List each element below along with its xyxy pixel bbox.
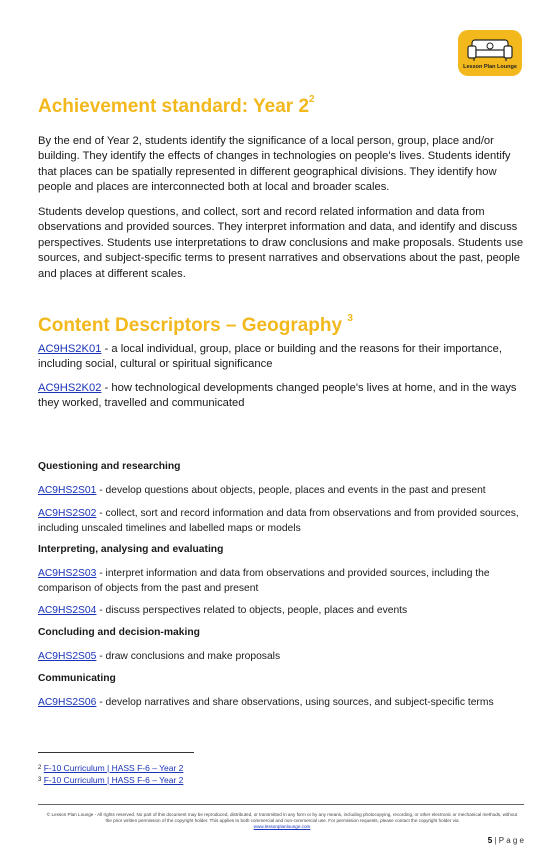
achievement-heading-text: Achievement standard: Year 2 <box>38 96 310 117</box>
footnote-number: 2 <box>38 765 42 771</box>
skill-item <box>38 604 524 619</box>
skill-item <box>38 696 524 711</box>
descriptor-code-link[interactable]: AC9HS2K02 <box>38 382 102 394</box>
descriptor-text: - how technological developments changed people's lives at home, and in the ways they worked, travelled and communicated <box>38 382 517 410</box>
content-descriptors-heading <box>38 315 353 337</box>
footnote-link[interactable]: F-10 Curriculum | HASS F-6 – Year 2 <box>43 763 184 773</box>
achievement-paragraph-1: By the end of Year 2, students identify the significance of a local person, group, place and/or building. They identify the effects of changes in technologies on people's lives. Students identify that places can be spatially represented in different geographical divisions. They identify how people and places are interconnected both at local and broader scales. <box>38 135 511 194</box>
footnote-number: 3 <box>38 777 42 783</box>
skills-heading-communicating: Communicating <box>38 673 116 684</box>
achievement-footnote-ref[interactable]: 2 <box>309 94 315 105</box>
copyright-notice <box>44 812 520 830</box>
skill-item <box>38 507 524 536</box>
skill-text: - interpret information and data from observations and provided sources, including the comparison of objects from the past and present <box>38 568 490 594</box>
content-descriptor-item <box>38 381 524 412</box>
website-link[interactable]: www.lessonplanlounge.com <box>253 824 311 829</box>
page-number: 5 | P a g e <box>487 836 524 845</box>
descriptor-text: - a local individual, group, place or building and the reasons for their importance, including social, cultural or spiritual significance <box>38 343 502 371</box>
skill-item <box>38 567 524 596</box>
footnote <box>38 775 183 786</box>
footnote-link[interactable]: F-10 Curriculum | HASS F-6 – Year 2 <box>43 775 184 785</box>
skill-text: - develop narratives and share observations, using sources, and subject-specific terms <box>96 697 494 708</box>
descriptor-code-link[interactable]: AC9HS2K01 <box>38 343 102 355</box>
footer-divider <box>38 804 524 805</box>
skill-code-link[interactable]: AC9HS2S03 <box>38 568 97 579</box>
skill-text: - draw conclusions and make proposals <box>96 651 281 662</box>
skills-heading-questioning: Questioning and researching <box>38 461 181 472</box>
achievement-paragraph-2: Students develop questions, and collect, sort and record related information and data from observations and provided sources. They interpret information and data, and identify and discuss perspectives. Students use interpretations to draw conclusions and make proposals. Students use sources, and subject-specific terms to present narratives and observations about the past, people and places at different scales. <box>38 206 524 280</box>
logo-text: Lesson Plan Lounge <box>463 64 517 70</box>
copyright-text: © Lesson Plan Lounge - All rights reserved. No part of this document may be reproduced, distributed, or transmitted in any form or by any means, including photocopying, recording, or other electronic or mechanical methods, without the prior written permission of the copyright holder. This applies to both commercial and non-commercial use. For permission requests, please contact the copyright holder via <box>46 812 518 823</box>
skill-code-link[interactable]: AC9HS2S05 <box>38 651 97 662</box>
skills-heading-interpreting: Interpreting, analysing and evaluating <box>38 544 224 555</box>
content-footnote-ref[interactable]: 3 <box>347 313 353 324</box>
page-label: P a g e <box>498 836 524 845</box>
content-descriptors-heading-text: Content Descriptors – Geography <box>38 315 343 336</box>
skill-code-link[interactable]: AC9HS2S02 <box>38 508 97 519</box>
content-descriptor-item <box>38 342 524 373</box>
skill-code-link[interactable]: AC9HS2S01 <box>38 485 97 496</box>
achievement-heading <box>38 96 315 118</box>
footnote-divider <box>38 752 194 753</box>
skills-heading-concluding: Concluding and decision-making <box>38 627 200 638</box>
skill-item <box>38 484 524 499</box>
skill-text: - discuss perspectives related to objects, people, places and events <box>96 605 408 616</box>
skill-item <box>38 650 524 665</box>
skill-text: - collect, sort and record information and data from observations and from provided sources, including unscaled timelines and labelled maps or models <box>38 508 519 534</box>
skill-text: - develop questions about objects, people, places and events in the past and present <box>96 485 486 496</box>
skill-code-link[interactable]: AC9HS2S04 <box>38 605 97 616</box>
footnote <box>38 763 183 774</box>
page-number-value: 5 <box>487 836 493 845</box>
skill-code-link[interactable]: AC9HS2S06 <box>38 697 97 708</box>
